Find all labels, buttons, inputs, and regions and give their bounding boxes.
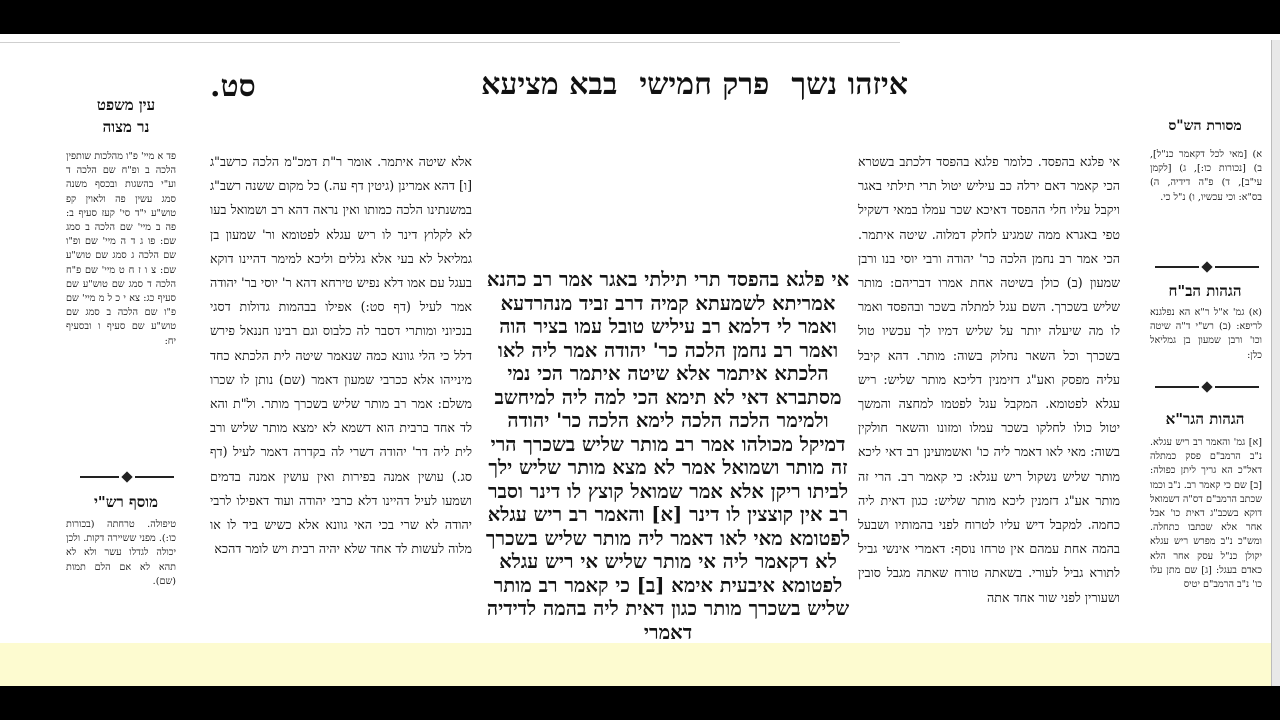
ein-mishpat-text: פד א מיי' פ"ו מהלכות שותפין הלכה ב ופ"ח שם הלכה ד וע"י בהשגות ובכסף משנה סמג עשין פה ולאוין קפ טוש"ע י"ד סי' קעז סעיף ב: פה ב מיי' שם הלכה ב סמג שם: פו ג ד ה מיי' שם ופ"ו שם הלכה ג סמג שם טוש"ע שם: צ ו ז ח ט מיי' שם פ"ח הלכה ד סמג שם טוש"ע שם סעיף כג: צא י כ ל מ מיי' שם פ"ו שם הלכה ב סמג שם טוש"ע שם סעיף ו ובסעיף יח: [66, 151, 176, 347]
masoret-hashas-text: א) [מאי לכל דקאמר כנ"ל], ב) [נכורות כו:], ג) [לקמן עי"ב], ד) פ"ה דידיה, ה) בס"א: וכי עכשיו, ו) נ"ל כי. [1150, 149, 1262, 203]
right-page-edge [1271, 40, 1280, 686]
musaf-rashi-text: טיפולה. טרחתה (בכורות כו:). מפני ששיירה דקות. ולכן יכולה לגדלו עשר ולא לא תהא לא אם הלם תמות (שם). [66, 519, 176, 587]
masoret-hashas-heading: מסורת הש"ס [1168, 118, 1242, 134]
tractate-name: בבא מציעא [481, 67, 618, 102]
ornament-divider [1155, 382, 1259, 392]
musaf-rashi-heading: מוסף רש"י [94, 493, 158, 511]
ornament-divider [1155, 262, 1259, 272]
hagahot-bach-text: (א) גמ' א"ל ר"א הא נפלגנא לריפא: (ב) רש"י ד"ה שיטה וכו' ורבן שמעון בן גמליאל כלן: [1150, 307, 1262, 361]
ornament-divider [80, 472, 174, 482]
scan-border-line [0, 42, 900, 43]
page-header [300, 67, 908, 107]
top-black-bar [0, 0, 1280, 34]
hagahot-gra-text: [א] גמ' והאמר רב ריש עגלא. נ"ב הרמב"ם פסק כמתלה דאל"כ הא גריך ליתן כפולה: [ב] שם כי קאמר רב. נ"ב וכמו שכתב הרמב"ם דס"ה דשמואל דוקא בשכב"ג דאית כו' אבל אחר אלא שכתבו כתחלה. ומש"כ נ"ב מפרש ריש עגלא יקולן כנ"ל עסק אחר הלא כאדם בעגל: [ג] שם מתן עלו כו' נ"ב הרמב"ם יטיס [1150, 437, 1262, 591]
ner-mitzvah-heading: נר מצוה [102, 118, 150, 136]
ein-mishpat-heading: עין משפט [96, 96, 156, 114]
page-number: סט. [210, 69, 256, 104]
rashi-commentary: אי פלגא בהפסד. כלומר פלגא בהפסד דלכתב בשטרא הכי קאמר דאם ירלה כב עיליש יטול תרי תילתי באגר ויקבל עליו חלי ההפסד דאיכא שכר עמלו במאי דשקיל טפי באגרא ממה שמגיע לחלק דמלוה. שיטה איתמר. הכי אמר רב נחמן הלכה כר' יהודה ורבי יוסי בנו ורבן שמעון (ב) כולן בשיטה אחת אמרו דבריהם: מותר שליש בשכרך. השם עגל למתלה בשכר ובהפסד ואמר לו מה שיעלה יותר על שליש דמיו לך עכשיו טול בשכרך וכל השאר נחלוק בשוה: מותר. דהא קיבל עליה מפסק ואע"ג דזימנין דליכא מותר שליש: ריש עגלא לפטומא. המקבל עגל לפטמו למחצה והמשך יטול כולו לחלקו בשכר עמלו ומזונו והשאר חולקין בשוה: מאי לאו דאמר ליה כו' ואשמועינן רב דאי ליכא מותר שליש נשקול ריש עגלא: כי קאמר רב. הרי זה מותר אע"ג דזמנין ליכא מותר שליש: כגון דאית ליה כחמה. למקבל דיש עליו לטרוח לפני בהמותיו ושבעל בהמה אחת עמהם אין טרחו נוסף: דאמרי אינשי גביל לתורא גביל לעורי. בשאתה טורח שאתה מגבל סובין ושעורין לפני שור אחד אתה [858, 154, 1120, 605]
bottom-black-bar [0, 686, 1280, 720]
chapter-number: פרק חמישי [639, 67, 770, 102]
chapter-title: איזהו נשך [791, 67, 908, 102]
hagahot-bach-heading: הגהות הב"ח [1168, 282, 1242, 300]
tosafot-commentary: אלא שיטה איתמר. אומר ר"ת דמכ"מ הלכה כרשב"ג [ו] דהא אמרינן (גיטין דף עה.) כל מקום ששנה רשב"ג במשנתינו הלכה כמותו ואין נראה דהא רב ושמואל בעו לא לקלוץ דינר לו ריש עגלא לפטומא ור' שמעון בן גמליאל לא בעי אלא גללים וליכא למימר דהיינו דוקא בעגל עם אמו דלא נפיש טירחא דהא ר' יוסי בר' יהודה אמר לעיל (דף סט:) אפילו בבהמות גדולות דסגי בנכיוני ומותרי דסבר לה כלבוס וגם רבינו חננאל פירש דלל כי הלי גוונא כמה שנאמר שיטה לית הלכתא כחד מינייהו אלא ככרבי שמעון דאמר (שם) נותן לו שכרו משלם: אמר רב מותר שליש בשכרך מותר. ול"ת והא לד אחד ברבית הוא דשמא לא ימצא מותר שליש ורב לית ליה דר' יהודה דשרי לה בקדרה דאמר לעיל (דף סג.) עושין אמנה בפירות ואין עושין אמנה בדמים ושמעו לעיל דהיינו דלא כרבי יהודה ועוד דאפילו לרבי יהודה לא שרי בכי האי גוונא אלא כשיש ביד לו או מלוה לעשות לד אחד שלא יהיה רבית ויש לומר דהכא [210, 154, 472, 557]
hagahot-gra-heading: הגהות הגר"א [1165, 410, 1245, 428]
gemara-text: אי פלגא בהפסד תרי תילתי באגר אמר רב כהנא אמריתא לשמעתא קמיה דרב זביד מנהרדעא ואמר לי דלמא רב עיליש טובל עמו בציר הוה ואמר רב נחמן הלכה כר' יהודה אמר ליה לאו הלכתא איתמר אלא שיטה איתמר הכי נמי מסתברא דאי לא תימא הכי למה ליה למיחשב ולמימר הלכה הלכה לימא הלכה כר' יהודה דמיקל מכולהו אמר רב מותר שליש בשכרך הרי זה מותר ושמואל אמר לא מצא מותר שליש ילך לביתו ריקן אלא אמר שמואל קוצץ לו דינר וסבר רב אין קוצצין לו דינר [א] והאמר רב ריש עגלא לפטומא מאי לאו דאמר ליה מותר שליש בשכרך לא דקאמר ליה אי מותר שליש אי ריש עגלא לפטומא איבעית אימא [ב] כי קאמר רב מותר שליש בשכרך מותר כגון דאית ליה בהמה לדידיה דאמרי [485, 268, 851, 644]
